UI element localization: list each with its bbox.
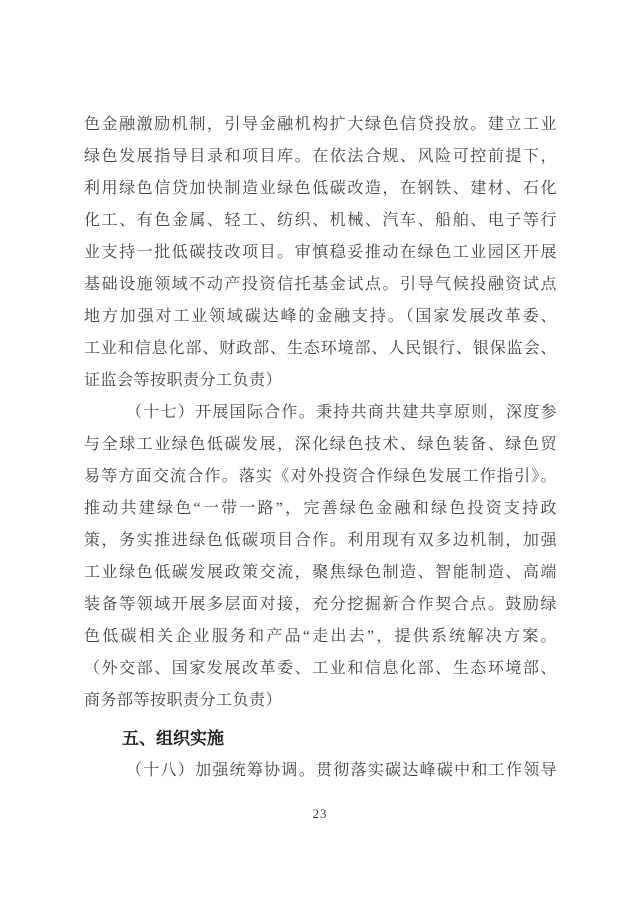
- body-line: 业支持一批低碳技改项目。审慎稳妥推动在绿色工业园区开展: [84, 244, 557, 261]
- page-number: 23: [312, 806, 328, 821]
- body-line: 工业和信息化部、财政部、生态环境部、人民银行、银保监会、: [84, 340, 557, 357]
- body-line: 工业绿色低碳发展政策交流，聚焦绿色制造、智能制造、高端: [84, 564, 557, 581]
- body-line: 证监会等按职责分工负责）: [84, 372, 283, 389]
- body-line: 商务部等按职责分工负责）: [84, 692, 283, 709]
- body-line: 策，务实推进绿色低碳项目合作。利用现有双多边机制，加强: [84, 532, 557, 549]
- body-line: 与全球工业绿色低碳发展，深化绿色技术、绿色装备、绿色贸: [84, 436, 557, 453]
- body-line: 色低碳相关企业服务和产品“走出去”，提供系统解决方案。: [84, 628, 557, 645]
- body-line: 基础设施领域不动产投资信托基金试点。引导气候投融资试点: [84, 276, 557, 293]
- body-line: （十七）开展国际合作。秉持共商共建共享原则，深度参: [126, 404, 557, 421]
- section-heading: 五、组织实施: [122, 729, 224, 748]
- body-line: 地方加强对工业领域碳达峰的金融支持。（国家发展改革委、: [84, 308, 557, 325]
- body-line: 推动共建绿色“一带一路”，完善绿色金融和绿色投资支持政: [84, 500, 557, 517]
- document-text-block: [84, 109, 557, 787]
- body-line: 利用绿色信贷加快制造业绿色低碳改造，在钢铁、建材、石化: [84, 180, 557, 197]
- body-line: 色金融激励机制，引导金融机构扩大绿色信贷投放。建立工业: [84, 116, 557, 133]
- body-line: 易等方面交流合作。落实《对外投资合作绿色发展工作指引》。: [84, 468, 557, 485]
- body-line: （外交部、国家发展改革委、工业和信息化部、生态环境部、: [84, 660, 557, 677]
- body-line: 绿色发展指导目录和项目库。在依法合规、风险可控前提下，: [84, 148, 557, 165]
- body-line: 装备等领域开展多层面对接，充分挖掘新合作契合点。鼓励绿: [84, 596, 557, 613]
- body-line: （十八）加强统筹协调。贯彻落实碳达峰碳中和工作领导: [126, 762, 557, 779]
- body-line: 化工、有色金属、轻工、纺织、机械、汽车、船舶、电子等行: [84, 212, 557, 229]
